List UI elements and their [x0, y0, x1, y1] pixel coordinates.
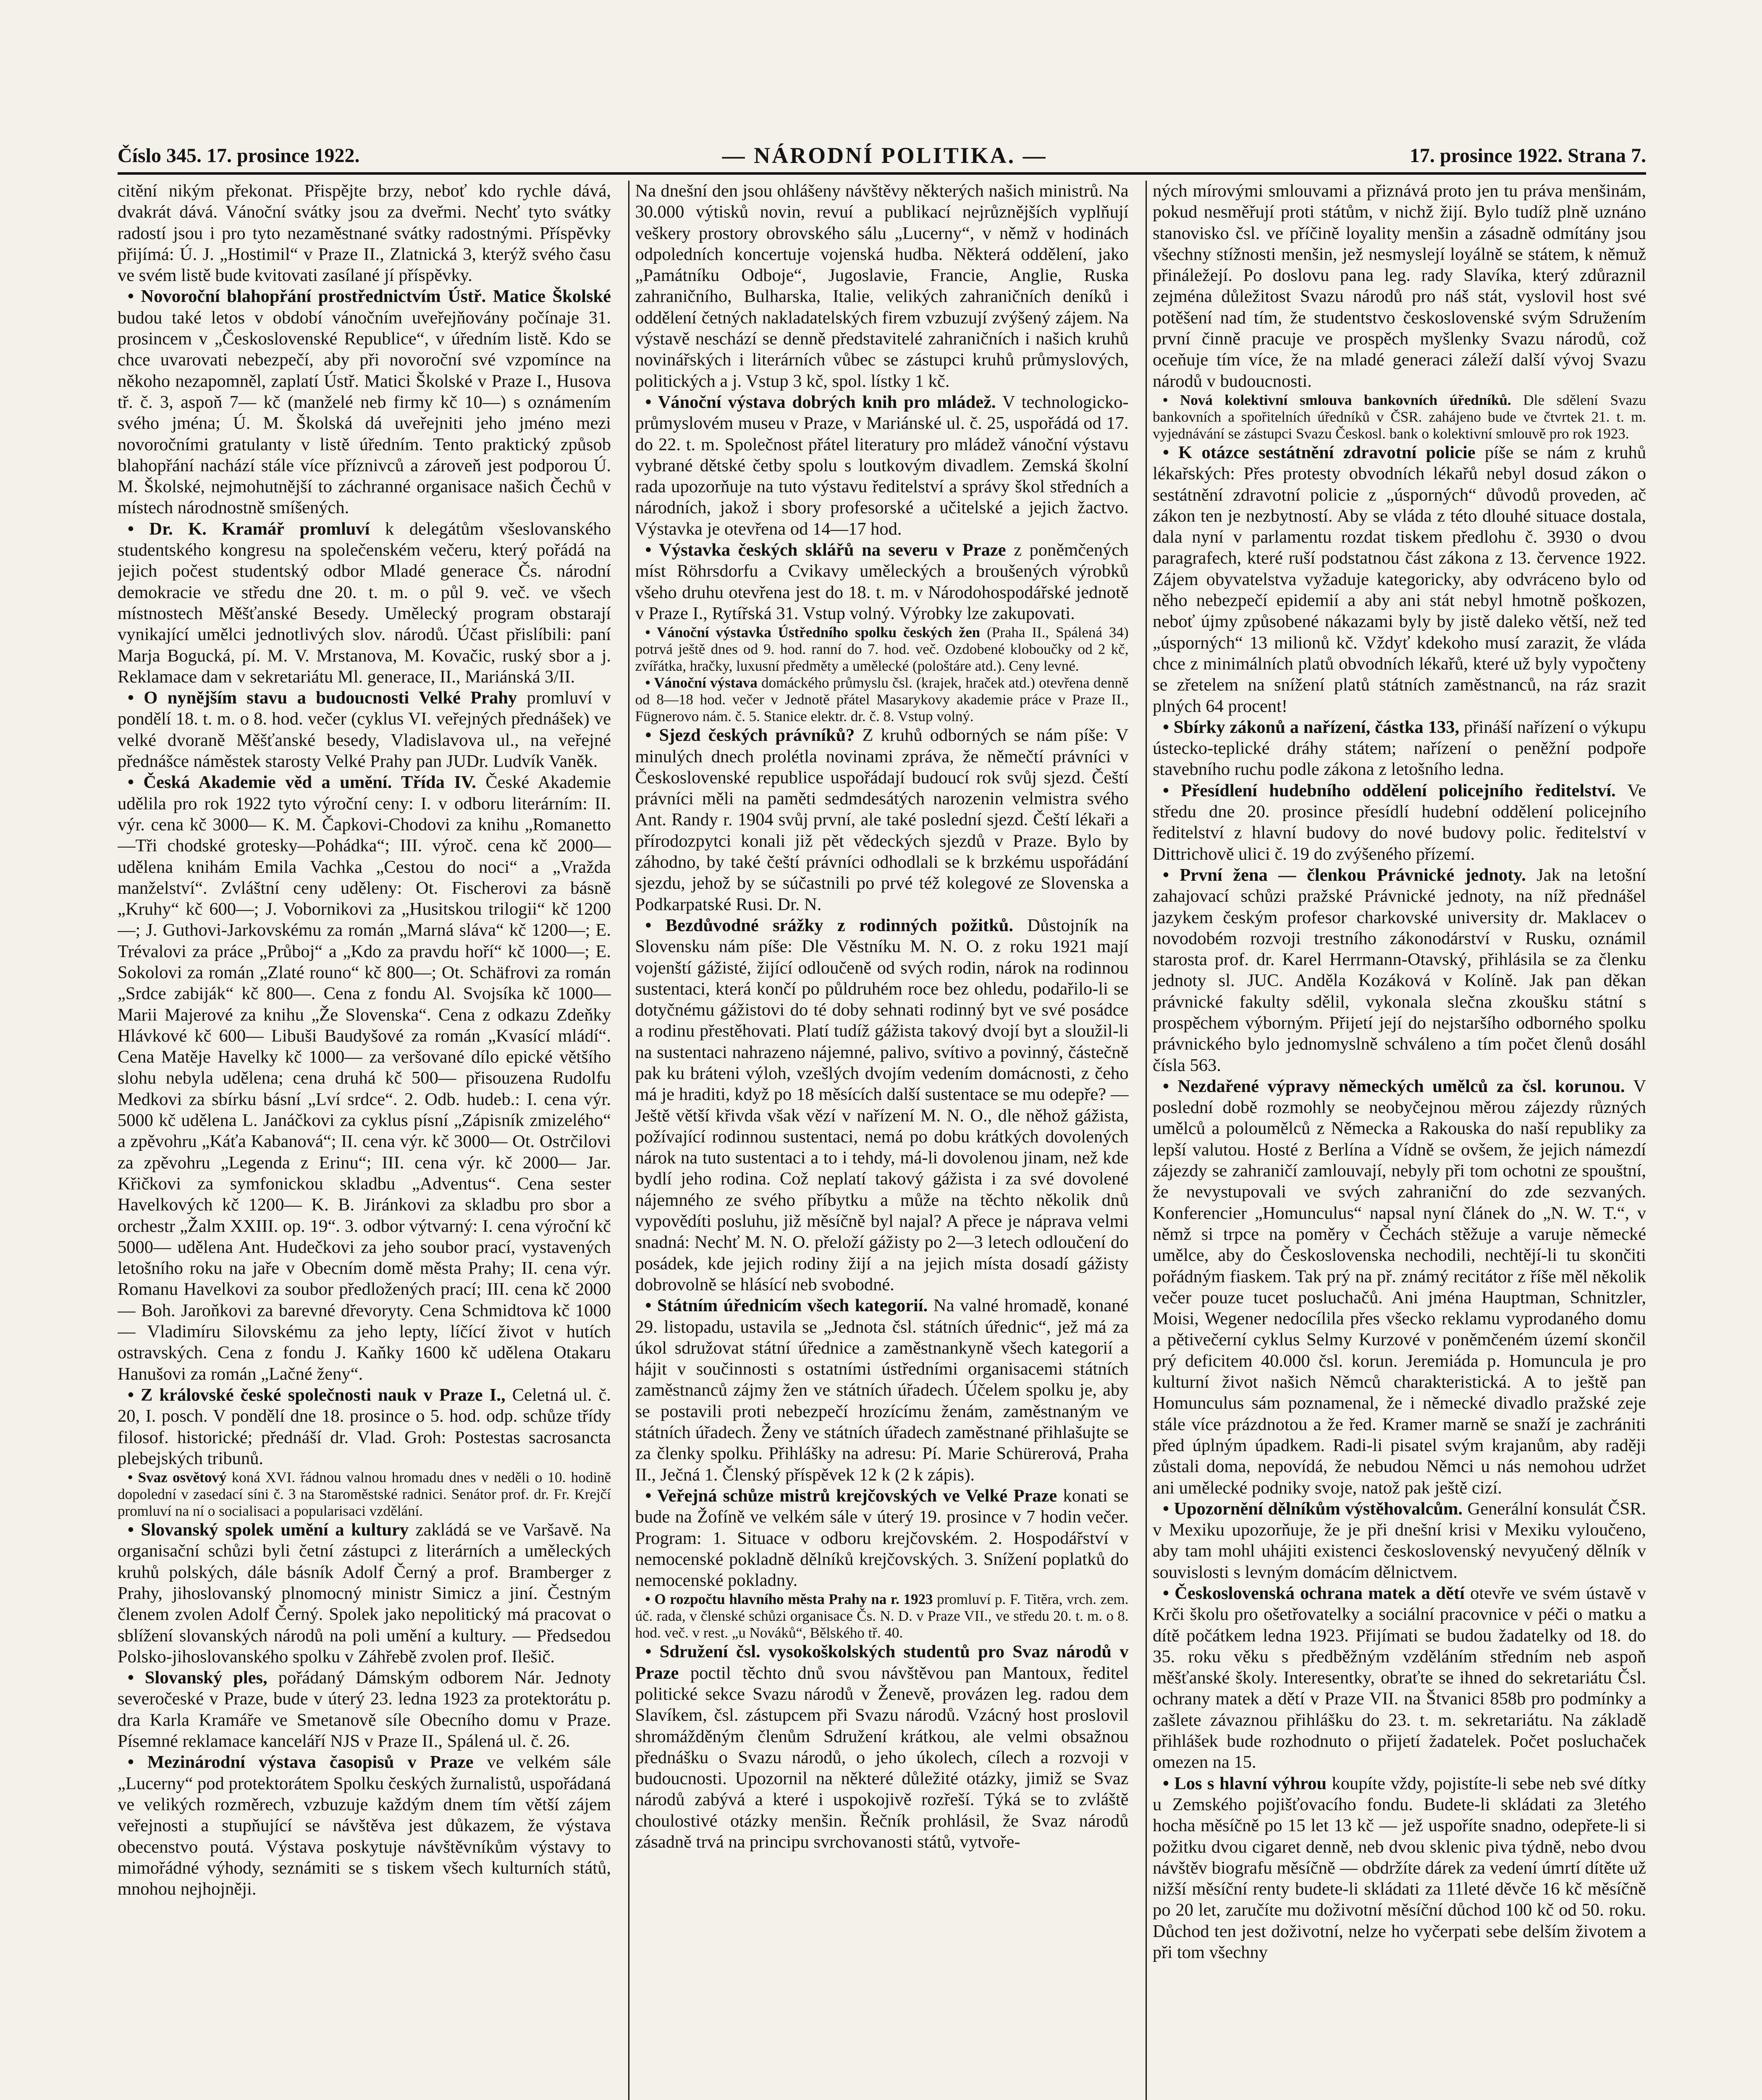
news-item — [1153, 442, 1646, 717]
news-item-body: České Akademie udělila pro rok 1922 tyto výroční ceny: I. v odboru literárním: II. výr. cena kč 3000— K. M. Čapkovi-Chodovi za knihu „Romanetto—Tři chodské grotesky—Pohádka“; III. výroč. cena kč 2000— udělena knihám Emila Vachka „Cestou do noci“ a „Vražda manželství“. Zvláštní ceny uděleny: Ot. Fischerovi za básně „Kruhy“ kč 600—; J. Vobornikovi za „Husitskou trilogii“ kč 1200—; J. Guthovi-Jarkovskému za román „Marná sláva“ kč 1200—; E. Trévalovi za práce „Průboj“ a „Kdo za pravdu hoří“ kč 1000—; E. Sokolovi za román „Zlaté rouno“ kč 800—; Ot. Schäfrovi za román „Srdce zabiják“ kč 800—. Cena z fondu Al. Svojsíka kč 1000— Marii Majerové za knihu „Že Slovenska“. Cena z odkazu Zdeňky Hlávkové kč 600— Libuši Baudyšové za román „Kvasící mládí“. Cena Matěje Havelky kč 1000— za veršované dílo epické většího slohu nebyla udělena; cena druhá kč 500— přisouzena Rudolfu Medkovi za sbírku básní „Lví srdce“. 2. Odb. hudeb.: I. cena výr. 5000 kč udělena L. Janáčkovi za cyklus písní „Zápisník zmizelého“ a zpěvohru „Káťa Kabanová“; II. cena výr. kč 3000— Ot. Ostrčilovi za zpěvohru „Legenda z Erinu“; III. cena výr. kč 2000— Jar. Křičkovi za symfonickou skladbu „Adventus“. Cena sester Havelkových kč 1200— K. B. Jiránkovi za skladbu pro sbor a orchestr „Žalm XXIII. op. 19“. 3. odbor výtvarný: I. cena výroční kč 5000— udělena Ant. Hudečkovi za jeho soubor prací, vystavených letošního roku na jaře v Obecním domě města Prahy; II. cena výr. Romanu Havelkovi za soubor předložených prací; III. cena kč 2000— Boh. Jaroňkovi za barevné dřevoryty. Cena Schmidtova kč 1000— Vladimíru Silovskému za jeho lepty, líčící život v hutích ostravských. Cena z fondu J. Kaňky 1600 kč udělena Otakaru Hanušovi za román „Lačné ženy“. — [118, 772, 611, 1384]
news-item-heading: • Mezinárodní výstava časopisů v Praze — [128, 1752, 474, 1772]
news-item-body: (Praha II., Spálená 34) potrvá ještě dnes od 9. hod. ranní do 7. hod. več. Ozdobené kloboučky od 2 kč, zvířátka, hračky, luxusní předměty a umělecké (pološtáre atd.). Ceny levné. — [635, 624, 1129, 675]
news-item-heading: • Slovanský ples, — [128, 1668, 267, 1688]
news-item-body: Generální konsulát ČSR. v Mexiku upozorňuje, že je při dnešní krisi v Mexiku vyloučeno, aby tam mohl uhájiti existenci československý nevyučený dělník v souvislosti s levným domácím dělnictvem. — [1153, 1499, 1646, 1582]
news-item-body: Důstojník na Slovensku nám píše: Dle Věstníku M. N. O. z roku 1921 mají vojenští gážisté, žijící odloučeně od svých rodin, nárok na rodinnou sustentaci, která končí po půldruhém roce bez ohledu, podařilo-li se dotyčnému gážistovi do té doby sehnati rodinný byt ve své posádce a rodinu přestěhovati. Platí tudíž gážista takový dvojí byt a sloužil-li na sustentaci nahrazeno nájemné, palivo, svítivo a povinný, částečně pak ku bráteni výloh, vzešlých dvojím vedením domácnosti, z čeho má je hraditi, když po 18 měsících další sustentace se mu odepře? — Ještě větší křivda však vězí v nařízení M. N. O., dle něhož gážista, požívající rodinnou sustentaci, nemá po dobu krátkých dovolených nárok na tuto sustentaci a to i tehdy, má-li dovolenou jinam, než kde bydlí jeho rodina. Což neplatí takový gážista i za své dovolené nájemného ze svého příbytku a může na těchto několik dnů vypovědíti posluhu, již měsíčně byl najal? A přece je náprava velmi snadná: Nechť M. N. O. přeloží gážisty po 2—3 letech odloučení do posádek, kde jejich rodiny žijí a na jejich místa dosadí gážisty dobrovolně se hlásící neb svobodné. — [635, 915, 1129, 1294]
news-item-heading: • Novoroční blahopřání prostřednictvím Ústř. Matice Školské — [128, 286, 611, 307]
news-item — [635, 1591, 1129, 1641]
news-item-body: promluví p. F. Titěra, vrch. zem. úč. rada, v členské schůzi organisace Čs. N. D. v Praze VII., ve středu 20. t. m. o 8. hod. več. v rest. „u Nováků“, Bělského tř. 40. — [635, 1591, 1129, 1641]
column-1 — [118, 181, 611, 2100]
news-item — [1153, 1583, 1646, 1773]
news-item — [1153, 717, 1646, 780]
issue-number: Číslo 345. 17. prosince 1922. — [118, 144, 360, 167]
news-item-heading: • Československá ochrana matek a dětí — [1163, 1583, 1465, 1603]
news-item-heading: • Los s hlavní výhrou — [1163, 1773, 1327, 1793]
newspaper-title: — NÁRODNÍ POLITIKA. — — [722, 143, 1047, 168]
page-date-number: 17. prosince 1922. Strana 7. — [1409, 144, 1646, 167]
news-item-body: ve velkém sále „Lucerny“ pod protektorátem Spolku českých žurnalistů, uspořádaná ve velikých rozměrech, vzbuzuje každým dnem tím větší zájem veřejnosti a stupňující se návštěva jest důkazem, že výstava obecenstvo poutá. Výstava poskytuje návštěvníkům výstavy to mimořádné výhody, seznámiti se s tiskem všech kulturních států, mnohou nejhojněji. — [118, 1752, 611, 1899]
news-item-body: koná XVI. řádnou valnou hromadu dnes v neděli o 10. hodině dopolední v zasedací síni č. 3 na Staroměstské radnici. Senátor prof. dr. Fr. Krejčí promluví na ní o socialisaci a popularisaci vzdělání. — [118, 1469, 611, 1520]
news-item-heading: • K otázce sestátnění zdravotní policie — [1163, 442, 1476, 462]
news-item — [635, 1641, 1129, 1853]
news-item-body: zakládá se ve Varšavě. Na organisační schůzi byli četní zástupci z literárních a uměleckých kruhů polských, dále básník Adolf Černý a prof. Bramberger z Prahy, jihoslovanský plnomocný ministr Simicz a jiní. Čestným členem zvolen Adolf Černý. Spolek jako nepolitický má pracovat o sblížení slovanských národů na poli umění a kultury. — Předsedou Polsko-jihoslovanského spolku v Záhřebě zvolen prof. Ilešič. — [118, 1520, 611, 1667]
news-item-body: Z kruhů odborných se nám píše: V minulých dnech prolétla novinami zpráva, že němečtí právníci v Československé republice uspořádají budoucí rok svůj sjezd. Čeští právníci měli na paměti sedmdesátých narozenin velmistra svého Ant. Randy r. 1904 svůj první, ale také poslední sjezd. Čeští lékaři a přírodozpytci konali již pět vědeckých sjezdů v Praze. Bylo by záhodno, by také čeští právníci odhodlali se k brzkému uspořádání sjezdu, jehož by se súčastnili po prvé též kolegové ze Slovenska a Podkarpatské Rusi. Dr. N. — [635, 725, 1129, 914]
news-item — [635, 181, 1129, 392]
news-item-heading: • Česká Akademie věd a umění. Třída IV. — [128, 772, 476, 793]
news-item-body: domáckého průmyslu čsl. (krajek, hraček atd.) otevřena denně od 8—18 hod. večer v Jednotě přátel Masarykovy akademie práce v Praze II., Fügnerovo nám. č. 5. Stanice elektr. dr. č. 8. Vstup volný. — [635, 675, 1129, 725]
news-item — [1153, 780, 1646, 865]
news-item-body: z poněmčených míst Röhrsdorfu a Cvikavy uměleckých a broušených výrobků všeho druhu otevřena jest do 18. t. m. v Národohospodářské jednotě v Praze I., Rytířská 31. Vstup volný. Výrobky lze zakupovati. — [635, 540, 1129, 623]
column-3 — [1146, 181, 1646, 2100]
news-item — [635, 540, 1129, 624]
news-item-heading: • O nynějším stavu a budoucnosti Velké Prahy — [128, 688, 517, 708]
news-item-body: V technologicko-průmyslovém museu v Praze, v Mariánské ul. č. 25, uspořádá od 17. do 22. t. m. Společnost přátel literatury pro mládež vánoční výstavu vybrané dětské četby spolu s loutkovým divadlem. Zemská školní rada upozorňuje na tuto výstavu ředitelství a správy škol středních a národních, jakož i sbory profesorské a učitelské a jejich žactvo. Výstavka je otevřena od 14—17 hod. — [635, 392, 1129, 539]
news-item-body: koupíte vždy, pojistíte-li sebe neb své dítky u Zemského pojišťovacího fondu. Budete-li skládati za 3letého hocha měsíčně po 15 let 13 kč — jež uspoříte snadno, odepřete-li si požitku dvou cigaret denně, neb dvou sklenic piva týdně, nebo dvou návštěv biografu měsíčně — obdržíte dárek za vedení úmrtí dítěte už nižší měsíční renty budete-li skládati za 11leté děvče 16 kč měsíčně po 20 let, zaručíte mu doživotní měsíční důchod 100 kč od 50. roku. Důchod ten jest doživotní, nelze ho vyčerpati sebe delším životem a při tom všechny — [1153, 1773, 1646, 1963]
news-item — [1153, 1499, 1646, 1583]
news-item — [1153, 865, 1646, 1076]
news-item — [118, 1752, 611, 1900]
news-item-body: poctil těchto dnů svou návštěvou pan Mantoux, ředitel politické sekce Svazu národů v Ženevě, provázen leg. radou dem Slavíkem, čsl. zástupcem při Svazu národů. Vzácný host proslovil shromážděným členům Sdružení krátkou, ale velmi obsažnou přednášku o Svazu národů, o jeho úkolech, cílech a rozvoji v budoucnosti. Upozornil na některé důležité otázky, jimiž se Svaz národů zabývá a které i uspokojivě rozřeší. Týká se to zvláště choulostivé otázky menšin. Řečník prohlásil, že Svaz národů zásadně trvá na principu svrchovanosti států, vytvoře- — [635, 1663, 1129, 1852]
news-item-body: V poslední době rozmohly se neobyčejnou měrou zájezdy různých umělců a poloumělců z Německa a Rakouska do naší republiky za lepší valutou. Hosté z Berlína a Vídně se ovšem, že jejich námezdí zájezdy se zahraničí zamlouvají, nebyly při tom ochotni ze spouštní, že nevystupovali ve svých zahraniční do zde sezvaných. Konferencier „Homunculus“ napsal nyní článek do „N. W. T.“, v němž si trpce na poměry v Čechách stěžuje a varuje německé umělce, aby do Československa nechodili, nechtějí-li tu skončiti pořádným fiaskem. Tak prý na př. známý recitátor z říše měl několik večer pouze tucet posluchačů. Ani jména Hauptman, Schnitzler, Moisi, Wegener nedocílila přes všecko reklamu vyprodaného domu a pětivečerní cyklus Selmy Kurzové v poněmčeném území skončil prý deficitem 40.000 čsl. korun. Jeremiáda p. Homuncula je pro kulturní život našich Němců charakteristická. A to ještě pan Homunculus sám poznamenal, že i německé divadlo pražské zeje stále více prázdnotou a že řed. Kramer marně se snaží je zachrániti před úplným úpadkem. Radi-li pisatel svým krajanům, aby raději zůstali doma, nepovídá, že nebudou Němci u nás nemohou udržet ani umělecké podniky svoje, natož pak ještě cizí. — [1153, 1076, 1646, 1498]
news-item-heading: • Státním úřednicím všech kategorií. — [645, 1296, 928, 1316]
news-item-heading: • Nová kolektivní smlouva bankovních úředníků. — [1163, 391, 1511, 408]
news-item-heading: • Veřejná schůze mistrů krejčovských ve Velké Praze — [645, 1486, 1057, 1506]
news-item-body: k delegátům všeslovanského studentského kongresu na společenském večeru, který pořádá na jejich počest studentský odbor Mladé generace Čs. národní demokracie ve středu dne 20. t. m. o půl 9. več. ve všech místnostech Měšťanské Besedy. Umělecký program obstarají vynikající umělci jednotlivých slov. národů. Účast přislíbili: paní Marja Bogucká, pí. M. V. Mrstanova, M. Kovačic, ruský sbor a j. Reklamace dam v sekretariátu Ml. generace, II., Mariánská 3/II. — [118, 519, 611, 687]
news-item — [635, 1486, 1129, 1591]
news-item-body: píše se nám z kruhů lékařských: Přes protesty obvodních lékařů nebyl dosud zákon o sestátnění zdravotní policie z „úsporných“ důvodů proveden, ač zákon ten je nezbytností. Aby se vláda z této dlouhé situace dostala, dala nyní v parlamentu rozdat tiskem předlohu č. 3930 o dvou paragrafech, které ruší podstatnou část zákona z 13. července 1922. Zájem obyvatelstva vyžaduje kategoricky, aby odvráceno bylo od něho nebezpečí epidemií a aby ani stát nebyl hmotně poškozen, neboť újmy způsobené nákazami byly by jistě daleko větší, než ted „úsporných“ 13 milionů kč. Vždyť kdekoho musí zarazit, že vláda chce z minimálních platů obvodních lékařů, které už byly vypočteny se zřetelem na snížení platů státních zaměstnanců, na ráz srazit plných 64 procent! — [1153, 442, 1646, 716]
news-item-body: promluví v pondělí 18. t. m. o 8. hod. večer (cyklus VI. veřejných přednášek) ve velké dvoraně Měšťanské besedy, Vladislavova ul., na veřejné přednášce náměstek starosty Velké Prahy pan JUDr. Ludvík Vaněk. — [118, 688, 611, 772]
news-item-heading: • Sjezd českých právníků? — [645, 725, 855, 746]
column-2 — [628, 181, 1129, 2100]
news-item-body: přináší nařízení o výkupu ústecko-teplické dráhy státem; nařízení o peněžní podpoře stavebního ruchu podle zákona z letošního ledna. — [1153, 717, 1646, 780]
news-item — [118, 519, 611, 688]
news-item-heading: • Upozornění dělníkům výstěhovalcům. — [1163, 1499, 1463, 1519]
news-item-heading: • Výstavka českých sklářů na severu v Praze — [645, 540, 1006, 560]
news-item — [118, 688, 611, 772]
news-item-body: Na valné hromadě, konané 29. listopadu, ustavila se „Jednota čsl. státních úřednic“, jež má za úkol sdružovat státní úřednice a zaměstnankyně všech kategorií a hájit v součinnosti s ostatními ústředními organisacemi státních zaměstnanců zájmy žen ve státních úřadech. Účelem spolku je, aby se postavili proti nebezpečí hrozícímu ženám, zaměstnaným ve státních úřadech. Ženy ve státních úřadech zaměstnané přihlašujte se za členky spolku. Přihlášky na adresu: Pí. Marie Schürerová, Praha II., Ječná 1. Členský příspěvek 12 k (2 k zápis). — [635, 1296, 1129, 1485]
news-item-heading: • Vánoční výstava — [645, 675, 758, 691]
news-item — [635, 915, 1129, 1295]
news-item — [1153, 1076, 1646, 1499]
news-item-heading: • Dr. K. Kramář promluví — [128, 519, 370, 539]
news-item — [118, 286, 611, 518]
news-item-heading: • Vánoční výstava dobrých knih pro mládež. — [645, 392, 996, 412]
news-item — [1153, 1773, 1646, 1964]
news-item-heading: • Nezdařené výpravy německých umělců za čsl. korunou. — [1163, 1076, 1625, 1096]
news-item — [635, 624, 1129, 675]
news-item-body: Na dnešní den jsou ohlášeny návštěvy některých našich ministrů. Na 30.000 výtisků novin, revuí a publikací nejrůznějších vyplňují veškery prostory obrovského sálu „Lucerny“, v němž v hodinách odpoledních koncertuje vojenská hudba. Některá oddělení, jako „Památníku Odboje“, Jugoslavie, Francie, Anglie, Ruska zahraničního, Bulharska, Italie, velikých zahraničních deníků i oddělení četných nakladatelských firem vzbuzují zvýšený zájem. Na výstavě neschází se denně představitelé zahraničních i našich kruhů novinářských i literárních vůbec se zástupci kruhů průmyslových, politických a j. Vstup 3 kč, spol. lístky 1 kč. — [635, 181, 1129, 391]
news-item — [635, 725, 1129, 915]
news-item-heading: • Sbírky zákonů a nařízení, částka 133, — [1163, 717, 1460, 737]
news-item — [118, 1469, 611, 1520]
article-columns — [118, 181, 1646, 2100]
masthead — [118, 139, 1646, 175]
news-item — [118, 181, 611, 286]
news-item — [118, 1667, 611, 1752]
news-item-heading: • Sdružení čsl. vysokoškolských studentů pro Svaz národů v Praze — [635, 1642, 1129, 1683]
news-item — [1153, 181, 1646, 392]
news-item-body: Celetná ul. č. 20, I. posch. V pondělí dne 18. prosince o 5. hod. odp. schůze třídy filosof. historické; přednáší dr. Vlad. Groh: Postestas sacrosancta plebejských tribunů. — [118, 1385, 611, 1468]
news-item — [118, 1520, 611, 1667]
news-item-body: konati se bude na Žofíně ve velkém sále v úterý 19. prosince v 7 hodin večer. Program: 1. Situace v odboru krejčovském. 2. Hospodářství v nemocenské pokladně dělníků krejčovských. 3. Snížení poplatků do nemocenské pokladny. — [635, 1486, 1129, 1591]
news-item — [118, 1385, 611, 1469]
news-item-body: Jak na letošní zahajovací schůzi pražské Právnické jednoty, na níž přednášel jazykem českým profesor charkovské university dr. Maklacev o novodobém rozvoji trestního zákonodárství v Rusku, oznámil starosta prof. dr. Karel Herrmann-Otavský, přihlásila se za členku jednoty sl. JUC. Anděla Kozáková v Kolíně. Jak pan děkan právnické fakulty sdělil, vykonala slečna zkoušku státní s prospěchem výborným. Přijetí její do nejstaršího odborného spolku právnického bylo jednomyslně schváleno a tím počet členů dosáhl čísla 563. — [1153, 865, 1646, 1075]
news-item-heading: • První žena — členkou Právnické jednoty. — [1163, 865, 1526, 885]
news-item-heading: • Svaz osvětový — [128, 1469, 227, 1486]
news-item — [1153, 392, 1646, 442]
news-item-heading: • Vánoční výstavka Ústředního spolku českých žen — [645, 624, 981, 641]
news-item-body: pořádaný Dámským odborem Nár. Jednoty severočeské v Praze, bude v úterý 23. ledna 1923 za protektorátu p. dra Karla Kramáře ve Smetanově síle Obecního domu v Praze. Písemné reklamace kanceláří NJS v Praze II., Spálená ul. č. 26. — [118, 1668, 611, 1751]
news-item-body: budou také letos v období vánočním uveřejňovány počínaje 31. prosincem v „Československé Republice“, v úředním listě. Kdo se chce uvarovati nebezpečí, aby při novoroční své vzpomínce na někoho nezapomněl, zaplatí Ústř. Matici Školské v Praze I., Husova tř. č. 3, aspoň 7— kč (manželé neb firmy kč 10—) s oznámením svého jména; Ú. M. Školská dá uveřejniti jeho jméno mezi novoročními gratulanty v listě úředním. Tento praktický způsob blahopřání nachází stále více příznivců a zároveň jest podporou Ú. M. Školské, nejmohutnější to záchranné organisace našich Čechů v místech národnostně smíšených. — [118, 307, 611, 518]
news-item — [635, 392, 1129, 540]
news-item — [118, 772, 611, 1385]
news-item-body: ných mírovými smlouvami a přiznává proto jen tu práva menšinám, pokud nesměřují proti státům, v nichž žijí. Bylo tudíž plně uznáno stanovisko čsl. ve příčině loyality menšin a zásadně odmítány jsou všechny stížnosti menšin, jež nesmyslejí loyálně se státem, k němuž přináležejí. Po doslovu pana leg. rady Slavíka, který zdůraznil zejména důležitost Svazu národů pro náš stát, vyslovil host své potěšení nad tím, že studentstvo československé svým Sdružením první činně pracuje ve prospěch myšlenky Svazu národů, což oceňuje tím více, že na mladé generaci záleží další vývoj Svazu národů v budoucnosti. — [1153, 181, 1646, 391]
news-item-heading: • Přesídlení hudebního oddělení policejního ředitelství. — [1163, 780, 1616, 801]
news-item-body: citění nikým překonat. Přispějte brzy, neboť kdo rychle dává, dvakrát dává. Vánoční svátky jsou za dveřmi. Nechť tyto svátky radostí jsou i pro tyto nezaměstnané svátky radostnými. Příspěvky přijímá: Ú. J. „Hostimil“ v Praze II., Zlatnická 3, kterýž svého času ve svém listě bude kvitovati zasílané jí příspěvky. — [118, 181, 611, 286]
news-item-body: Dle sdělení Svazu bankovních a spořitelních úředníků v ČSR. zahájeno bude ve čtvrtek 21. t. m. vyjednávání se zástupci Svazu Českosl. bank o kolektivní smlouvě pro rok 1923. — [1153, 391, 1646, 442]
news-item — [635, 1295, 1129, 1486]
news-item-body: Ve středu dne 20. prosince přesídlí hudební oddělení policejního ředitelství z hlavní budovy do nové budovy polic. ředitelství v Dittrichově ulici č. 19 do zvýšeného přízemí. — [1153, 780, 1646, 864]
news-item-heading: • Z královské české společnosti nauk v Praze I., — [128, 1385, 506, 1405]
news-item-heading: • Bezdůvodné srážky z rodinných požitků. — [645, 915, 1013, 935]
news-item — [635, 675, 1129, 725]
news-item-body: otevře ve svém ústavě v Krči školu pro ošetřovatelky a sociální pracovnice v péči o matku a dítě počátkem ledna 1923. Přijímati se budou žadatelky od 18. do 35. roku věku s předběžným vzděláním středním neb aspoň měšťanské školy. Interesentky, obraťte se ihned do sekretariátu Čsl. ochrany matek a dětí v Praze VII. na Štvanici 858b pro podmínky a zašlete závaznou přihlášku do 23. t. m. sekretariátu. Na základě přihlášek bude rozhodnuto o přijetí žadatelek. Počet posluchaček omezen na 15. — [1153, 1583, 1646, 1772]
newspaper-page — [118, 139, 1646, 2100]
news-item-heading: • O rozpočtu hlavního města Prahy na r. 1923 — [645, 1591, 933, 1608]
news-item-heading: • Slovanský spolek umění a kultury — [128, 1520, 409, 1540]
